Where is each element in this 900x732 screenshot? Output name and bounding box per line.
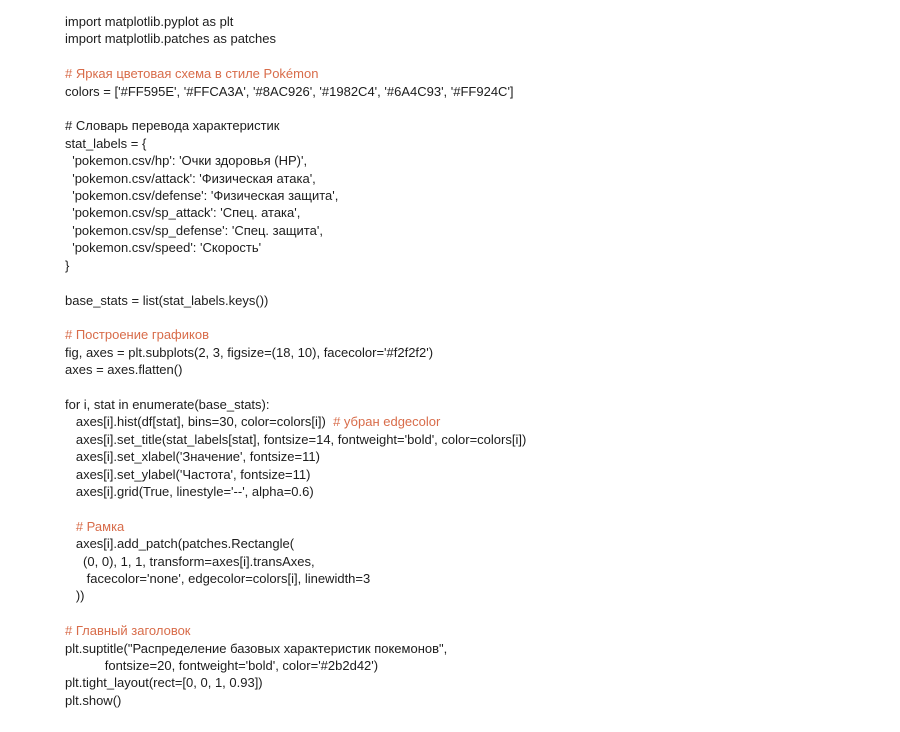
code-text: }	[65, 257, 70, 273]
code-text: axes[i].add_patch(patches.Rectangle(	[65, 536, 295, 552]
code-text: 'pokemon.csv/sp_attack': 'Спец. атака',	[65, 205, 301, 221]
code-text: axes[i].set_title(stat_labels[stat], fontsize=14, fontweight='bold', color=colors[i])	[65, 431, 527, 447]
code-blank-line	[65, 309, 900, 326]
code-blank-line	[65, 500, 900, 517]
code-line	[65, 135, 900, 152]
code-line	[65, 553, 900, 570]
code-line	[65, 65, 900, 82]
code-text: 'pokemon.csv/attack': 'Физическая атака',	[65, 170, 316, 186]
code-line	[65, 535, 900, 552]
code-comment: # Яркая цветовая схема в стиле Pokémon	[65, 66, 319, 82]
code-text: axes = axes.flatten()	[65, 362, 183, 378]
code-text: import matplotlib.pyplot as plt	[65, 14, 234, 29]
code-line	[65, 396, 900, 413]
code-line	[65, 466, 900, 483]
code-text: 'pokemon.csv/sp_defense': 'Спец. защита',	[65, 222, 323, 238]
code-line	[65, 674, 900, 691]
code-line	[65, 431, 900, 448]
code-blank-line	[65, 274, 900, 291]
code-blank-line	[65, 605, 900, 622]
code-line	[65, 187, 900, 204]
code-line	[65, 239, 900, 256]
code-text: axes[i].hist(df[stat], bins=30, color=colors[i])	[65, 414, 334, 430]
code-text: 'pokemon.csv/hp': 'Очки здоровья (HP)',	[65, 153, 308, 169]
code-blank-line	[65, 100, 900, 117]
code-text: facecolor='none', edgecolor=colors[i], linewidth=3	[65, 571, 371, 586]
code-line	[65, 361, 900, 378]
code-line	[65, 83, 900, 100]
code-text: import matplotlib.patches as patches	[65, 31, 276, 47]
code-text: 'pokemon.csv/speed': 'Скорость'	[65, 240, 262, 256]
code-line	[65, 657, 900, 674]
code-line	[65, 622, 900, 639]
code-line	[65, 292, 900, 309]
code-line	[65, 30, 900, 47]
code-line	[65, 344, 900, 361]
code-text: # Словарь перевода характеристик	[65, 118, 280, 134]
code-blank-line	[65, 48, 900, 65]
code-line	[65, 448, 900, 465]
code-comment: # убран edgecolor	[333, 414, 441, 430]
code-text: 'pokemon.csv/defense': 'Физическая защита',	[65, 188, 339, 204]
code-line	[65, 640, 900, 657]
code-line	[65, 257, 900, 274]
code-line	[65, 413, 900, 430]
code-line	[65, 13, 900, 30]
code-line	[65, 518, 900, 535]
code-line	[65, 570, 900, 587]
code-text: axes[i].grid(True, linestyle='--', alpha=0.6)	[65, 483, 314, 499]
code-line	[65, 204, 900, 221]
code-line	[65, 587, 900, 604]
code-text: stat_labels = {	[65, 135, 147, 151]
code-text: plt.show()	[65, 692, 122, 708]
code-text: base_stats = list(stat_labels.keys())	[65, 292, 269, 308]
code-text: plt.tight_layout(rect=[0, 0, 1, 0.93])	[65, 675, 263, 691]
code-line	[65, 222, 900, 239]
code-text: fig, axes = plt.subplots(2, 3, figsize=(18, 10), facecolor='#f2f2f2')	[65, 344, 434, 360]
code-comment: # Рамка	[65, 518, 125, 534]
code-comment: # Главный заголовок	[65, 623, 191, 639]
code-text: (0, 0), 1, 1, transform=axes[i].transAxes,	[65, 553, 315, 569]
code-line	[65, 326, 900, 343]
code-line	[65, 170, 900, 187]
code-text: ))	[65, 588, 85, 604]
code-line	[65, 152, 900, 169]
code-text: plt.suptitle("Распределение базовых характеристик покемонов",	[65, 640, 448, 656]
code-line	[65, 692, 900, 709]
code-text: fontsize=20, fontweight='bold', color='#2b2d42')	[65, 658, 379, 674]
code-line	[65, 117, 900, 134]
code-text: for i, stat in enumerate(base_stats):	[65, 396, 270, 412]
code-text: colors = ['#FF595E', '#FFCA3A', '#8AC926', '#1982C4', '#6A4C93', '#FF924C']	[65, 83, 514, 99]
code-blank-line	[65, 379, 900, 396]
code-text: axes[i].set_xlabel('Значение', fontsize=11)	[65, 449, 320, 465]
code-text: axes[i].set_ylabel('Частота', fontsize=11)	[65, 466, 311, 482]
code-line	[65, 483, 900, 500]
code-comment: # Построение графиков	[65, 327, 209, 343]
